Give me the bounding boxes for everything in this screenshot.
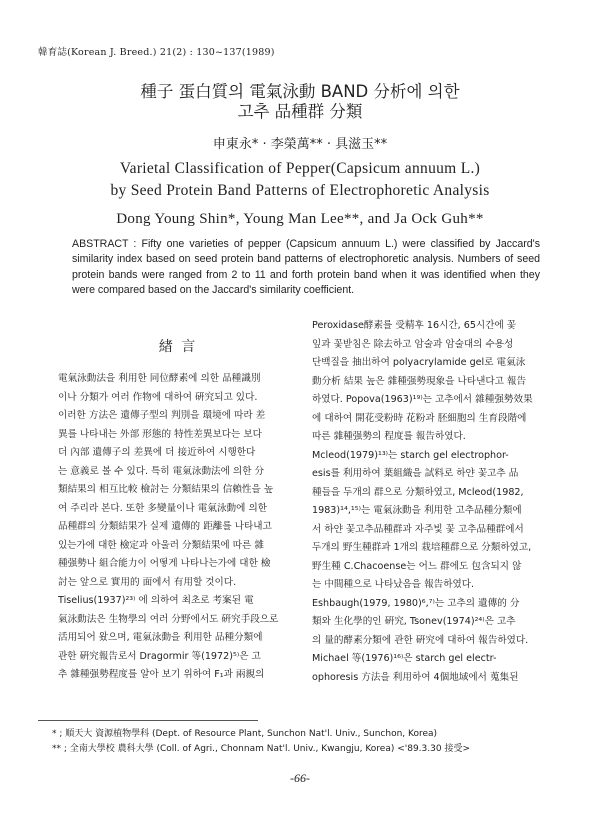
paragraph-line: 이나 分類가 여러 作物에 대하여 硏究되고 있다. [58,391,258,403]
paragraph-line: 추 雜種强勢程度를 알아 보기 위하여 F₁과 兩親의 [58,669,265,680]
paragraph-line: Peroxidase酵素를 受精후 16시간, 65시간에 꽃 [312,320,517,331]
paragraph-line: 서 하얀 꽃고추品種群과 자주빛 꽃 고추品種群에서 [312,523,524,535]
english-title-line-2: by Seed Protein Band Patterns of Electrophoretic Analysis [110,182,490,199]
right-column [312,317,552,687]
paragraph-line: 1983)¹⁴,¹⁵⁾는 電氣泳動을 利用한 고추品種分類에 [312,505,522,516]
paragraph-line: 活用되어 왔으며, 電氣泳動을 利用한 品種分類에 [58,632,263,643]
paragraph-line: 있는가에 대한 檢定과 아울러 分類結果에 따른 雜 [58,539,264,551]
korean-title-line-2: 고추 品種群 分類 [237,102,363,121]
paragraph-line: 잎과 꽃받침은 除去하고 암술과 암술대의 수용성 [312,338,514,350]
korean-authors: 申東永* · 李榮萬** · 具滋玉** [212,137,388,152]
paragraph-line: 두개의 野生種群과 1개의 栽培種群으로 分類하였고, [312,542,532,553]
paragraph-line: ophoresis 方法을 利用하여 4個地域에서 蒐集된 [312,671,519,683]
footnote-divider [38,720,258,721]
footnote-1: * ; 順天大 資源植物學科 (Dept. of Resource Plant, Sunchon Nat'l. Univ., Sunchon, Korea) [52,729,438,739]
paragraph-line: 관한 硏究報告로서 Dragormir 等(1972)⁵⁾은 고 [58,650,261,662]
paragraph-line: 種들을 두개의 群으로 分類하였고, Mcleod(1982, [312,486,524,498]
paragraph-line: 더 內部 遺傳子의 差異에 더 接近하여 시행한다 [58,447,256,458]
paragraph-line: 는 中間種으로 나타났음을 報告하였다. [312,579,475,590]
paragraph-line: Michael 等(1976)¹⁶⁾은 starch gel electr- [312,653,497,664]
paragraph-line: esis를 利用하여 葉組織을 試料로 하얀 꽃고추 品 [312,468,519,479]
paragraph-line: 하였다. Popova(1963)¹⁹⁾는 고추에서 雜種强勢效果 [312,394,533,405]
paragraph-line: Eshbaugh(1979, 1980)⁶,⁷⁾는 고추의 遺傳的 分 [312,597,520,609]
english-authors: Dong Young Shin*, Young Man Lee**, and Ja Ock Guh** [116,211,484,227]
paragraph-line: Mcleod(1979)¹³⁾는 starch gel electrophor- [312,449,509,461]
page-number: -66- [290,771,310,785]
paragraph-line: 電氣泳動法을 利用한 同位酵素에 의한 品種識別 [58,373,261,384]
paragraph-line: 品種群의 分類結果가 실제 遺傳的 距離를 나타내고 [58,521,272,532]
left-column [58,370,298,685]
paragraph-line: 野生種 C.Chacoense는 어느 群에도 包含되지 않 [312,560,522,572]
paragraph-line: 類結果의 相互比較 檢討는 分類結果의 信賴性을 높 [58,484,274,495]
paragraph-line: 이러한 方法은 遺傳子型의 判別을 環境에 따라 差 [58,410,266,421]
paragraph-line: 단백질을 抽出하여 polyacrylamide gel로 電氣泳 [312,357,526,368]
paragraph-line: 여 주리라 본다. 또한 多變量이나 電氣泳動에 의한 [58,502,267,514]
footnote-2: ** ; 全南大學校 農科大學 (Coll. of Agri., Chonnam Nat'l. Univ., Kwangju, Korea) <'89.3.30 接受> [52,744,470,754]
paragraph-line: 는 意義로 볼 수 있다. 특히 電氣泳動法에 의한 分 [58,465,265,477]
paragraph-line: 氣泳動法은 生物學의 여러 分野에서도 硏究手段으로 [58,613,279,625]
paragraph-line: 動分析 結果 높은 雜種强勢現象을 나타낸다고 報告 [312,375,527,387]
paragraph-line: 의 量的酵素分類에 관한 硏究에 대하여 報告하였다. [312,634,529,646]
abstract: ABSTRACT : Fifty one varieties of pepper (Capsicum annuum L.) were classified by Jaccard's similarity index based on seed protein band patterns of electrophoretic analysis. Numbers of seed protein bands were ranged from 2 to 11 and forth protein band when it was identified when they were compared based on the Jaccard's similarity coefficient. [72,238,540,297]
english-title-line-1: Varietal Classification of Pepper(Capsicum annuum L.) [119,160,481,177]
paragraph-line: 異를 나타내는 外部 形態的 特性差異보다는 보다 [58,428,262,440]
paragraph-line: Tiselius(1937)²³⁾ 에 의하여 최초로 考案된 電 [58,595,254,606]
paragraph-line: 에 대하여 開花受粉時 花粉과 胚細胞의 生育段階에 [312,412,527,424]
section-heading: 緖 言 [158,339,198,355]
paragraph-line: 類와 生化學的인 硏究, Tsonev(1974)²⁴⁾은 고추 [312,616,516,627]
korean-title-line-1: 種子 蛋白質의 電氣泳動 BAND 分析에 의한 [140,82,460,101]
paragraph-line: 討는 앞으로 實用的 面에서 有用할 것이다. [58,576,237,588]
paragraph-line: 따른 雜種强勢의 程度를 報告하였다. [312,431,466,442]
paragraph-line: 種强勢나 組合能力이 어떻게 나타나는가에 대한 檢 [58,558,271,569]
journal-citation: 韓育誌(Korean J. Breed.) 21(2) : 130~137(1989) [38,47,275,58]
